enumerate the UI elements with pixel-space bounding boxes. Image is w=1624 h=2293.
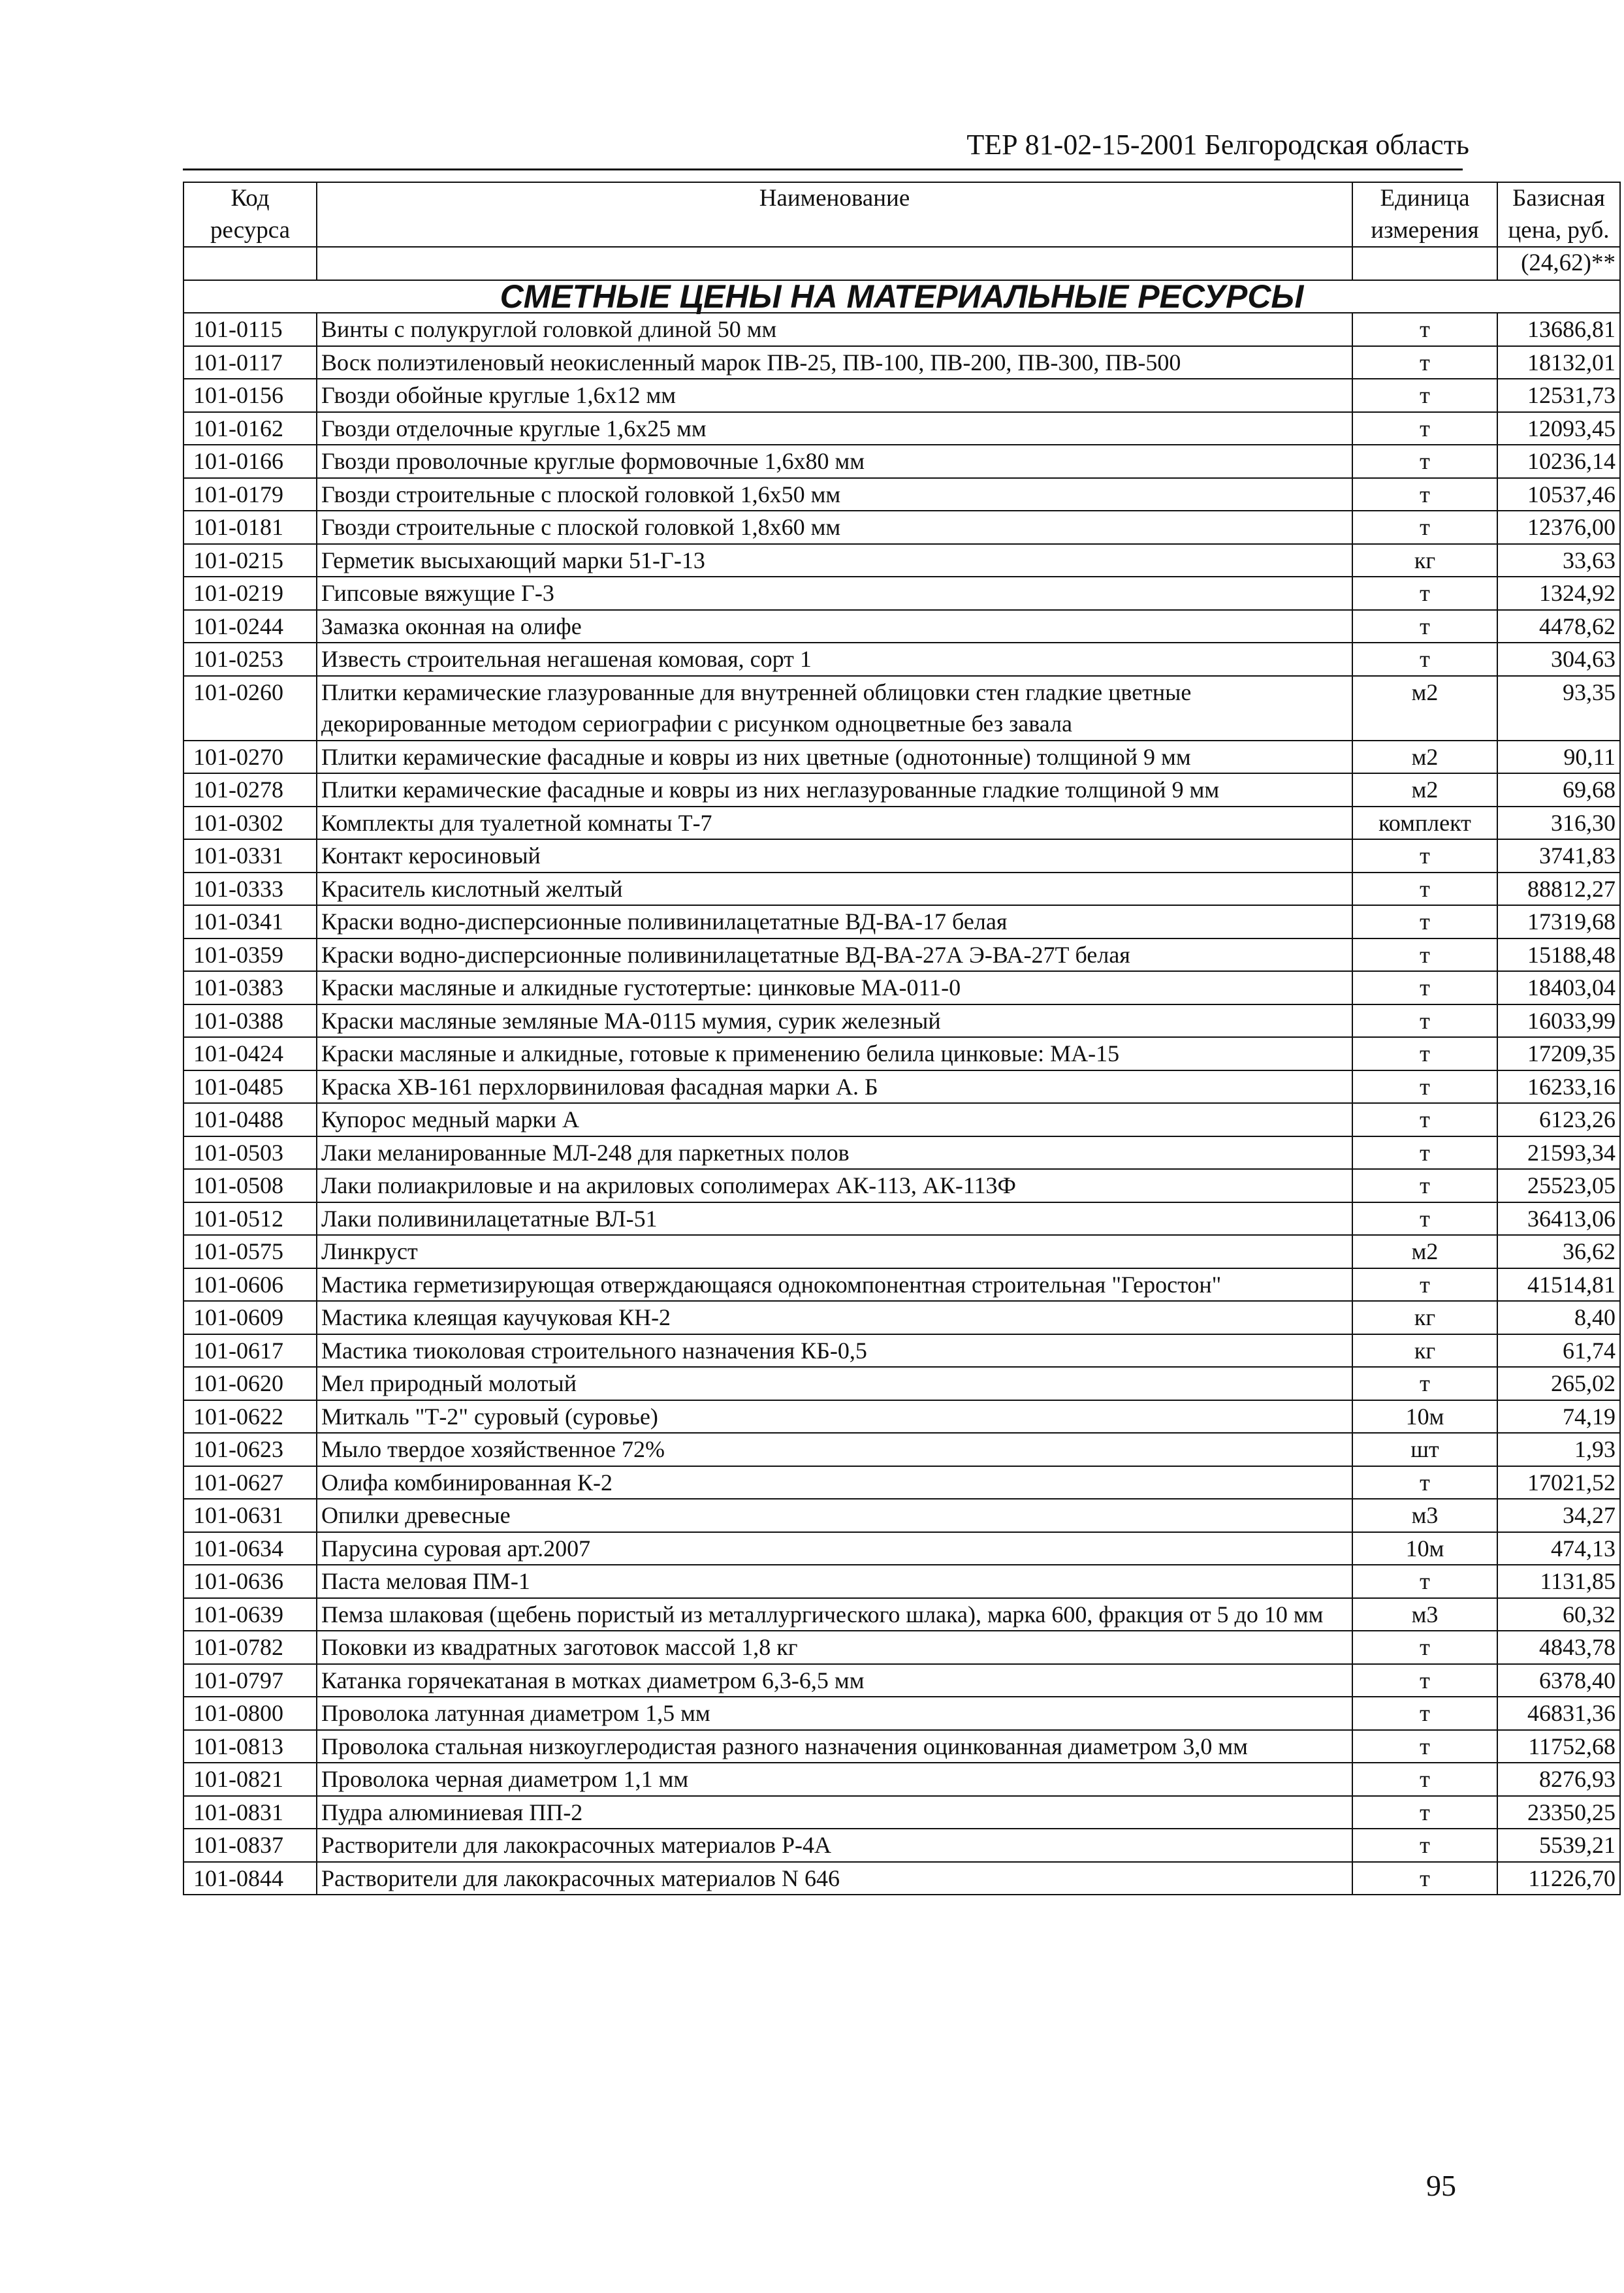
table-row: [183, 807, 1620, 840]
resource-code: 101-0156: [183, 379, 317, 412]
resource-price: 8276,93: [1497, 1763, 1620, 1796]
resource-code: 101-0575: [183, 1235, 317, 1268]
resource-price: 36413,06: [1497, 1202, 1620, 1236]
resource-name: Линкруст: [317, 1235, 1352, 1268]
resource-name: Пемза шлаковая (щебень пористый из металлургического шлака), марка 600, фракция от 5 до 10 мм: [317, 1598, 1352, 1631]
resource-code: 101-0341: [183, 905, 317, 938]
table-row: [183, 1829, 1620, 1862]
resource-unit: т: [1352, 1367, 1497, 1400]
resource-unit: т: [1352, 839, 1497, 873]
resource-code: 101-0636: [183, 1565, 317, 1598]
resource-name: Мастика герметизирующая отверждающаяся однокомпонентная строительная "Героcтон": [317, 1268, 1352, 1302]
table-row: [183, 1103, 1620, 1136]
resource-unit: 10м: [1352, 1400, 1497, 1434]
resource-unit: м3: [1352, 1499, 1497, 1532]
resource-unit: т: [1352, 1664, 1497, 1697]
resource-name: Гвозди строительные с плоской головкой 1,6х50 мм: [317, 478, 1352, 511]
resource-unit: т: [1352, 445, 1497, 478]
table-row: [183, 313, 1620, 346]
table-row: [183, 873, 1620, 906]
resource-unit: т: [1352, 1070, 1497, 1104]
resource-unit: т: [1352, 412, 1497, 445]
resource-name: Контакт керосиновый: [317, 839, 1352, 873]
table-row: [183, 544, 1620, 577]
resource-unit: т: [1352, 1202, 1497, 1236]
resource-name: Комплекты для туалетной комнаты Т-7: [317, 807, 1352, 840]
resource-code: 101-0383: [183, 971, 317, 1004]
resource-price: 17319,68: [1497, 905, 1620, 938]
resource-name: Проволока стальная низкоуглеродистая разного назначения оцинкованная диаметром 3,0 мм: [317, 1730, 1352, 1763]
resource-unit: т: [1352, 313, 1497, 346]
table-row: [183, 1697, 1620, 1730]
resource-price: 6123,26: [1497, 1103, 1620, 1136]
resource-unit: т: [1352, 1268, 1497, 1302]
resource-code: 101-0181: [183, 511, 317, 544]
resource-name: Гвозди строительные с плоской головкой 1,8х60 мм: [317, 511, 1352, 544]
resource-price: 16233,16: [1497, 1070, 1620, 1104]
resource-name: Винты с полукруглой головкой длиной 50 мм: [317, 313, 1352, 346]
resource-name: Парусина суровая арт.2007: [317, 1532, 1352, 1565]
resource-code: 101-0166: [183, 445, 317, 478]
section-title-row: [183, 280, 1620, 313]
resource-code: 101-0359: [183, 938, 317, 972]
resource-price: 33,63: [1497, 544, 1620, 577]
resource-unit: т: [1352, 1037, 1497, 1070]
resource-unit: т: [1352, 577, 1497, 610]
resource-price: 316,30: [1497, 807, 1620, 840]
resource-name: Плитки керамические фасадные и ковры из них неглазурованные гладкие толщиной 9 мм: [317, 773, 1352, 807]
table-row: [183, 1400, 1620, 1434]
resource-price: 90,11: [1497, 741, 1620, 774]
resource-code: 101-0333: [183, 873, 317, 906]
resource-price: 1131,85: [1497, 1565, 1620, 1598]
resource-unit: т: [1352, 1103, 1497, 1136]
resource-code: 101-0219: [183, 577, 317, 610]
resource-code: 101-0424: [183, 1037, 317, 1070]
resource-price: 474,13: [1497, 1532, 1620, 1565]
resource-price: 15188,48: [1497, 938, 1620, 972]
resource-price: 16033,99: [1497, 1004, 1620, 1038]
resource-price: 93,35: [1497, 676, 1620, 741]
resource-unit: комплект: [1352, 807, 1497, 840]
resource-code: 101-0215: [183, 544, 317, 577]
resource-unit: шт: [1352, 1433, 1497, 1466]
resource-unit: т: [1352, 1796, 1497, 1829]
resource-unit: м3: [1352, 1598, 1497, 1631]
resource-unit: т: [1352, 610, 1497, 643]
resource-name: Замазка оконная на олифе: [317, 610, 1352, 643]
resource-unit: т: [1352, 643, 1497, 676]
resource-code: 101-0488: [183, 1103, 317, 1136]
resource-price: 41514,81: [1497, 1268, 1620, 1302]
resource-code: 101-0260: [183, 676, 317, 741]
resource-price: 10537,46: [1497, 478, 1620, 511]
column-header-unit: Единица измерения: [1352, 182, 1497, 247]
resource-name: Опилки древесные: [317, 1499, 1352, 1532]
resource-code: 101-0512: [183, 1202, 317, 1236]
table-row: [183, 1565, 1620, 1598]
resource-price: 1324,92: [1497, 577, 1620, 610]
table-row: [183, 511, 1620, 544]
resource-price: 17021,52: [1497, 1466, 1620, 1499]
resource-price: 74,19: [1497, 1400, 1620, 1434]
resource-code: 101-0244: [183, 610, 317, 643]
resource-unit: т: [1352, 971, 1497, 1004]
resource-code: 101-0117: [183, 346, 317, 379]
resource-unit: т: [1352, 1466, 1497, 1499]
resource-code: 101-0115: [183, 313, 317, 346]
resource-price: 13686,81: [1497, 313, 1620, 346]
resource-price: 61,74: [1497, 1334, 1620, 1368]
table-row: [183, 379, 1620, 412]
table-row: [183, 1664, 1620, 1697]
resource-unit: т: [1352, 1136, 1497, 1170]
resource-unit: т: [1352, 379, 1497, 412]
resource-code: 101-0639: [183, 1598, 317, 1631]
document-header: ТЕР 81-02-15-2001 Белгородская область: [966, 129, 1469, 161]
resource-unit: т: [1352, 1862, 1497, 1895]
resource-code: 101-0623: [183, 1433, 317, 1466]
resource-name: Купорос медный марки А: [317, 1103, 1352, 1136]
table-row: [183, 1499, 1620, 1532]
table-row: [183, 445, 1620, 478]
resource-price: 46831,36: [1497, 1697, 1620, 1730]
table-row: [183, 346, 1620, 379]
resource-unit: м2: [1352, 773, 1497, 807]
table-row: [183, 1433, 1620, 1466]
resource-name: Лаки поливинилацетатные ВЛ-51: [317, 1202, 1352, 1236]
resource-price: 8,40: [1497, 1301, 1620, 1334]
table-row: [183, 1004, 1620, 1038]
resource-unit: м2: [1352, 741, 1497, 774]
resource-price: 10236,14: [1497, 445, 1620, 478]
resource-code: 101-0800: [183, 1697, 317, 1730]
table-row: [183, 1136, 1620, 1170]
resource-unit: т: [1352, 1829, 1497, 1862]
resource-price: 25523,05: [1497, 1169, 1620, 1202]
table-row: [183, 1070, 1620, 1104]
resource-name: Краски масляные земляные МА-0115 мумия, сурик железный: [317, 1004, 1352, 1038]
resource-price: 5539,21: [1497, 1829, 1620, 1862]
resource-code: 101-0331: [183, 839, 317, 873]
table-row: [183, 1730, 1620, 1763]
resource-code: 101-0606: [183, 1268, 317, 1302]
resource-price: 11226,70: [1497, 1862, 1620, 1895]
resource-code: 101-0620: [183, 1367, 317, 1400]
resource-name: Мыло твердое хозяйственное 72%: [317, 1433, 1352, 1466]
table-row: [183, 610, 1620, 643]
resource-code: 101-0627: [183, 1466, 317, 1499]
header-rule: [183, 168, 1463, 170]
resource-code: 101-0782: [183, 1631, 317, 1664]
column-header-price: Базисная цена, руб.: [1497, 182, 1620, 247]
table-row: [183, 577, 1620, 610]
resource-code: 101-0813: [183, 1730, 317, 1763]
resource-price: 265,02: [1497, 1367, 1620, 1400]
table-row: [183, 412, 1620, 445]
resource-code: 101-0631: [183, 1499, 317, 1532]
resource-name: Гипсовые вяжущие Г-3: [317, 577, 1352, 610]
resource-code: 101-0485: [183, 1070, 317, 1104]
table-row: [183, 1466, 1620, 1499]
resource-name: Растворители для лакокрасочных материалов N 646: [317, 1862, 1352, 1895]
resource-name: Проволока латунная диаметром 1,5 мм: [317, 1697, 1352, 1730]
resource-unit: т: [1352, 1004, 1497, 1038]
resource-unit: т: [1352, 346, 1497, 379]
table-row: [183, 1202, 1620, 1236]
resource-unit: т: [1352, 905, 1497, 938]
resource-code: 101-0797: [183, 1664, 317, 1697]
table-row: [183, 905, 1620, 938]
resource-unit: т: [1352, 1169, 1497, 1202]
resource-price: 18403,04: [1497, 971, 1620, 1004]
table-row: [183, 839, 1620, 873]
resource-name: Растворители для лакокрасочных материалов Р-4А: [317, 1829, 1352, 1862]
resource-name: Поковки из квадратных заготовок массой 1,8 кг: [317, 1631, 1352, 1664]
resource-price: 88812,27: [1497, 873, 1620, 906]
resource-name: Герметик высыхающий марки 51-Г-13: [317, 544, 1352, 577]
column-header-name: Наименование: [317, 182, 1352, 247]
resource-price: 17209,35: [1497, 1037, 1620, 1070]
resource-code: 101-0508: [183, 1169, 317, 1202]
resource-price: 3741,83: [1497, 839, 1620, 873]
resource-price: 36,62: [1497, 1235, 1620, 1268]
resource-code: 101-0617: [183, 1334, 317, 1368]
page-number: 95: [1426, 2169, 1456, 2202]
table-row: [183, 1037, 1620, 1070]
table-row: [183, 1631, 1620, 1664]
resource-unit: т: [1352, 1565, 1497, 1598]
resource-price: 4843,78: [1497, 1631, 1620, 1664]
resource-name: Гвозди проволочные круглые формовочные 1,6х80 мм: [317, 445, 1352, 478]
resource-name: Гвозди обойные круглые 1,6х12 мм: [317, 379, 1352, 412]
resource-price: 12093,45: [1497, 412, 1620, 445]
column-header-code: Код ресурса: [183, 182, 317, 247]
resource-name: Мастика тиоколовая строительного назначения КБ-0,5: [317, 1334, 1352, 1368]
table-row: [183, 1268, 1620, 1302]
resource-price: 12376,00: [1497, 511, 1620, 544]
table-row: [183, 1532, 1620, 1565]
resource-code: 101-0162: [183, 412, 317, 445]
resource-unit: т: [1352, 873, 1497, 906]
resource-unit: т: [1352, 938, 1497, 972]
resource-name: Краситель кислотный желтый: [317, 873, 1352, 906]
resource-code: 101-0388: [183, 1004, 317, 1038]
resource-name: Известь строительная негашеная комовая, сорт 1: [317, 643, 1352, 676]
resource-unit: т: [1352, 1730, 1497, 1763]
resource-price: 21593,34: [1497, 1136, 1620, 1170]
table-row: [183, 971, 1620, 1004]
resource-name: Краска ХВ-161 перхлорвиниловая фасадная марки А. Б: [317, 1070, 1352, 1104]
table-row: [183, 741, 1620, 774]
resource-unit: т: [1352, 1763, 1497, 1796]
resource-price: 12531,73: [1497, 379, 1620, 412]
resource-code: 101-0253: [183, 643, 317, 676]
resource-unit: м2: [1352, 1235, 1497, 1268]
resource-name: Мел природный молотый: [317, 1367, 1352, 1400]
table-row: [183, 1796, 1620, 1829]
resource-name: Воск полиэтиленовый неокисленный марок ПВ-25, ПВ-100, ПВ-200, ПВ-300, ПВ-500: [317, 346, 1352, 379]
resource-name: Лаки полиакриловые и на акриловых сополимерах АК-113, АК-113Ф: [317, 1169, 1352, 1202]
resource-price: 1,93: [1497, 1433, 1620, 1466]
resource-name: Краски водно-дисперсионные поливинилацетатные ВД-ВА-17 белая: [317, 905, 1352, 938]
table-row: [183, 1763, 1620, 1796]
resource-code: 101-0634: [183, 1532, 317, 1565]
resource-code: 101-0844: [183, 1862, 317, 1895]
resource-price: 6378,40: [1497, 1664, 1620, 1697]
table-row: [183, 938, 1620, 972]
resource-price: 34,27: [1497, 1499, 1620, 1532]
resource-name: Краски масляные и алкидные густотертые: цинковые МА-011-0: [317, 971, 1352, 1004]
resource-name: Краски водно-дисперсионные поливинилацетатные ВД-ВА-27А Э-ВА-27Т белая: [317, 938, 1352, 972]
resource-unit: м2: [1352, 676, 1497, 741]
resource-name: Лаки меланированные МЛ-248 для паркетных полов: [317, 1136, 1352, 1170]
table-row: [183, 1367, 1620, 1400]
resource-name: Краски масляные и алкидные, готовые к применению белила цинковые: МА-15: [317, 1037, 1352, 1070]
resource-unit: т: [1352, 1697, 1497, 1730]
table-row: [183, 478, 1620, 511]
table-row: [183, 1334, 1620, 1368]
resource-code: 101-0821: [183, 1763, 317, 1796]
resource-name: Паста меловая ПМ-1: [317, 1565, 1352, 1598]
resource-name: Мастика клеящая каучуковая КН-2: [317, 1301, 1352, 1334]
resource-name: Катанка горячекатаная в мотках диаметром 6,3-6,5 мм: [317, 1664, 1352, 1697]
section-title: СМЕТНЫЕ ЦЕНЫ НА МАТЕРИАЛЬНЫЕ РЕСУРСЫ: [183, 280, 1620, 313]
resource-code: 101-0622: [183, 1400, 317, 1434]
resource-name: Гвозди отделочные круглые 1,6х25 мм: [317, 412, 1352, 445]
resource-price: 4478,62: [1497, 610, 1620, 643]
table-header-row: [183, 182, 1620, 247]
resource-code: 101-0503: [183, 1136, 317, 1170]
resource-name: Пудра алюминиевая ПП-2: [317, 1796, 1352, 1829]
resource-price: 304,63: [1497, 643, 1620, 676]
resource-code: 101-0302: [183, 807, 317, 840]
resource-price: 23350,25: [1497, 1796, 1620, 1829]
table-row: [183, 1598, 1620, 1631]
resource-code: 101-0831: [183, 1796, 317, 1829]
price-base-index: (24,62)**: [1497, 247, 1620, 280]
resource-unit: т: [1352, 478, 1497, 511]
resource-price-table: [183, 182, 1621, 1895]
table-row: [183, 1862, 1620, 1895]
resource-name: Олифа комбинированная К-2: [317, 1466, 1352, 1499]
resource-unit: кг: [1352, 1334, 1497, 1368]
price-base-row: [183, 247, 1620, 280]
table-row: [183, 676, 1620, 741]
resource-name: Проволока черная диаметром 1,1 мм: [317, 1763, 1352, 1796]
table-row: [183, 773, 1620, 807]
resource-price: 11752,68: [1497, 1730, 1620, 1763]
resource-name: Плитки керамические глазурованные для внутренней облицовки стен гладкие цветные декорированные методом сериографии с рисунком одноцветные без завала: [317, 676, 1352, 741]
table-row: [183, 1301, 1620, 1334]
resource-name: Миткаль "Т-2" суровый (суровье): [317, 1400, 1352, 1434]
resource-code: 101-0837: [183, 1829, 317, 1862]
table-row: [183, 1169, 1620, 1202]
resource-unit: 10м: [1352, 1532, 1497, 1565]
resource-price: 69,68: [1497, 773, 1620, 807]
table-row: [183, 1235, 1620, 1268]
resource-code: 101-0270: [183, 741, 317, 774]
resource-name: Плитки керамические фасадные и ковры из них цветные (однотонные) толщиной 9 мм: [317, 741, 1352, 774]
resource-unit: т: [1352, 1631, 1497, 1664]
table-body: [183, 313, 1620, 1895]
resource-unit: т: [1352, 511, 1497, 544]
table-row: [183, 643, 1620, 676]
resource-price: 18132,01: [1497, 346, 1620, 379]
resource-code: 101-0179: [183, 478, 317, 511]
resource-code: 101-0609: [183, 1301, 317, 1334]
resource-unit: кг: [1352, 1301, 1497, 1334]
resource-price: 60,32: [1497, 1598, 1620, 1631]
resource-code: 101-0278: [183, 773, 317, 807]
resource-unit: кг: [1352, 544, 1497, 577]
